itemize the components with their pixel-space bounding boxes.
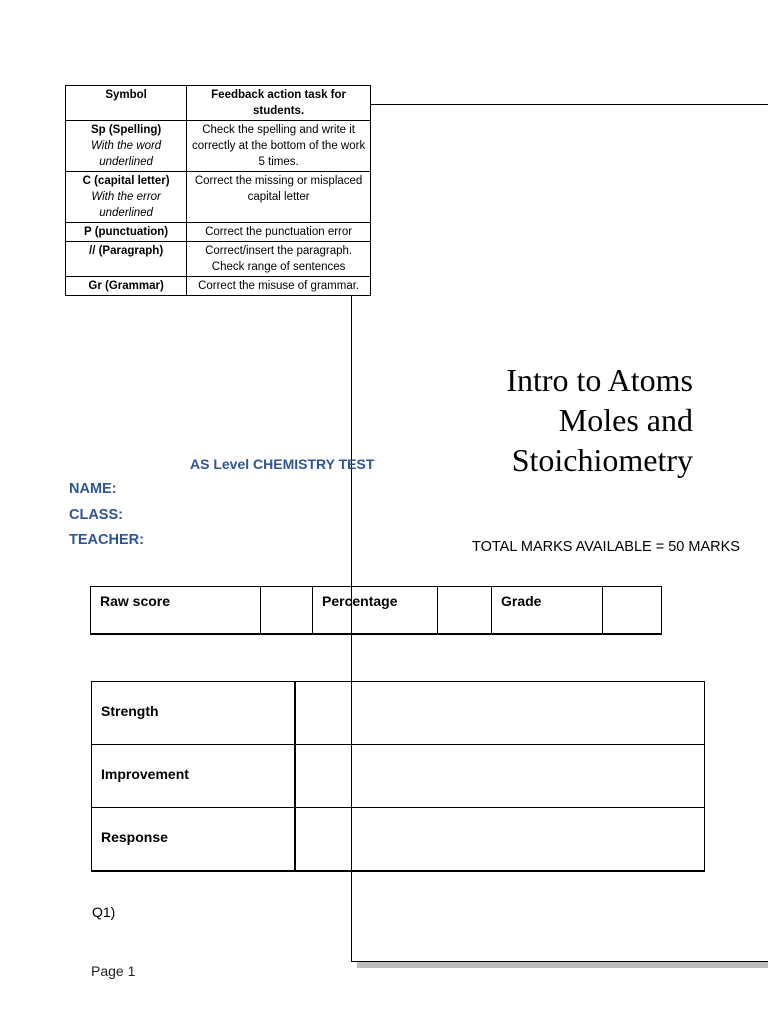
teacher-label: TEACHER: xyxy=(69,532,144,548)
table-row xyxy=(66,172,371,223)
feedback-symbol-table xyxy=(65,85,371,296)
title-line: Intro to Atoms xyxy=(506,362,693,398)
raw-score-label: Raw score xyxy=(91,587,261,633)
improvement-row xyxy=(92,744,704,807)
title-line: Moles and xyxy=(558,402,693,438)
table-header-row xyxy=(66,86,371,121)
score-table xyxy=(90,586,662,635)
action-text: Correct the punctuation error xyxy=(187,223,371,242)
symbol-label: C (capital letter) xyxy=(82,175,170,187)
table-row xyxy=(66,223,371,242)
symbol-label: // (Paragraph) xyxy=(89,245,164,257)
grade-label: Grade xyxy=(492,587,603,633)
title-line: Stoichiometry xyxy=(511,442,693,478)
table-row xyxy=(66,277,371,296)
percentage-value[interactable] xyxy=(438,587,492,633)
improvement-label: Improvement xyxy=(92,745,296,807)
table-row xyxy=(66,121,371,172)
action-text: Check the spelling and write it correctly at the bottom of the work 5 times. xyxy=(187,121,371,172)
page-number: Page 1 xyxy=(91,963,136,979)
symbol-note: With the word underlined xyxy=(90,140,162,168)
feedback-box xyxy=(91,681,705,872)
question-label: Q1) xyxy=(92,904,116,920)
document-title xyxy=(363,360,693,480)
class-label: CLASS: xyxy=(69,507,123,523)
response-row xyxy=(92,807,704,870)
action-text: Correct/insert the paragraph. Check range of sentences xyxy=(187,242,371,277)
grade-value[interactable] xyxy=(603,587,661,633)
strength-label: Strength xyxy=(92,682,296,744)
symbol-label: P (punctuation) xyxy=(84,226,169,238)
symbol-note: With the error underlined xyxy=(91,191,161,219)
action-text: Correct the missing or misplaced capital letter xyxy=(187,172,371,223)
symbol-label: Gr (Grammar) xyxy=(88,280,164,292)
table-row xyxy=(66,242,371,277)
action-header: Feedback action task for students. xyxy=(187,86,371,121)
name-label: NAME: xyxy=(69,481,117,497)
response-label: Response xyxy=(92,808,296,870)
symbol-header: Symbol xyxy=(66,86,187,121)
percentage-label: Percentage xyxy=(313,587,438,633)
raw-score-value[interactable] xyxy=(261,587,313,633)
symbol-label: Sp (Spelling) xyxy=(90,124,162,136)
strength-row xyxy=(92,682,704,744)
action-text: Correct the misuse of grammar. xyxy=(187,277,371,296)
total-marks: TOTAL MARKS AVAILABLE = 50 MARKS xyxy=(472,539,740,555)
test-heading: AS Level CHEMISTRY TEST xyxy=(190,456,375,472)
